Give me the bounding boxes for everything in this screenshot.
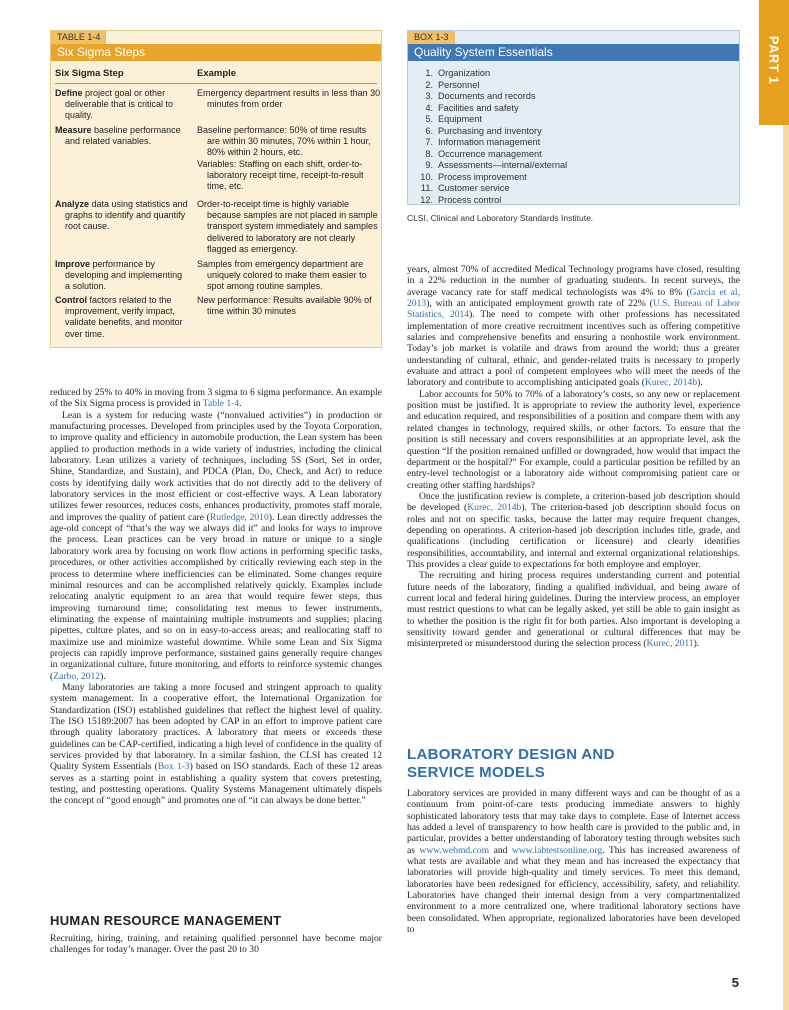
table-example-cell: New performance: Results available 90% of time within 30 minutes: [197, 295, 372, 317]
edge-stripe: [783, 125, 789, 1010]
citation-link[interactable]: Kurec, 2011: [646, 638, 694, 650]
paragraph: Once the justification review is complete, a criterion-based job description should be developed (Kurec, 2014b). The criterion-based job description should focus on roles and not on specific tasks, because the latter may require frequent changes, depending on operations. A criterion-based job description includes title, grade, and qualifications (including certification or licensure) and clearly identifies responsibilities, accountability, and internal and external organizational relationships. This provides a clear guide to expectations for both employee and employer.: [407, 490, 740, 570]
list-item: 9. Assessments—internal/external: [425, 160, 568, 170]
table-step-cell: Measure baseline performance and related variables.: [55, 125, 181, 147]
citation-link[interactable]: U.S. Bureau of Labor Statistics, 2014: [407, 298, 740, 321]
table-example-cell: Emergency department results in less than 30 minutes from order: [197, 88, 381, 110]
table-example-cell: Order-to-receipt time is highly variable because samples are not placed in sample transport system immediately and samples delivered to laboratory are not clearly flagged as emergency.: [197, 199, 378, 254]
page-number: 5: [731, 975, 739, 990]
table-step-cell: Define project goal or other deliverable that is critical to quality.: [55, 88, 174, 121]
list-item: 12. Process control: [420, 194, 502, 205]
table-step-cell: Analyze data using statistics and graphs to identify and quantify root cause.: [55, 199, 188, 232]
paragraph: Lean is a system for reducing waste (“nonvalued activities”) in production or manufacturing processes. Developed from principles used by the Toyota Corporation, to improve quality and efficiency in automobile production, the Lean system has been applied to production methods in a wide variety of industries, including the clinical laboratory. Lean utilizes a variety of techniques, including 5S (Sort, Set in order, Shine, Standardize, and Sustain), and PDCA (Plan, Do, Check, and Act) to reduce costs by identifying daily work activities that do not directly add to the delivery of laboratory services in the most efficient or cost-effective ways. A Lean laboratory utilizes fewer resources, reduces costs, enhances productivity, promotes staff morale, and improves the quality of patient care (Rutledge, 2010). Lean directly addresses the age-old concept of “that’s the way we always did it” and looks for ways to improve the process. Lean practices can be very broad in nature or unique to a single laboratory work area by focusing on work flow actions in performing specific tasks, procedures, or other activities accomplished by critically reviewing each step in the process to determine where inefficiencies can be eliminated. Some changes require minimal resources and can be accomplished relatively quickly. Examples include relocating analytic equipment to an area that would require fewer steps, thus improving turnaround time; consolidating test menus to fewer instruments, eliminating the expense of maintaining multiple instruments and supplies; placing pipettes, culture plates, and so on in easy-to-access areas; and reallocating staff to maximize use and minimize wasteful downtime. While some Lean and Six Sigma projects can rapidly improve performance, sustained gains generally require changes in organizational culture, future monitoring, and efforts to reinforce systemic changes (Zarbo, 2012).: [50, 409, 383, 682]
paragraph: Many laboratories are taking a more focused and stringent approach to quality system management. In a cooperative effort, the International Organization for Standardization (ISO) established guidelines that reflect the highest level of quality. The ISO 15189:2007 has been adopted by CAP in an effort to improve patient care through quality laboratory practices. A laboratory that meets or exceeds these guidelines can be CAP-certified, indicating a high level of confidence in the quality of services provided by that laboratory. In a similar fashion, the CLSI has created 12 Quality System Essentials (Box 1-3) based on ISO standards. Each of these 12 areas serves as a starting point in establishing a quality system that covers pretesting, testing, and posttesting operations. Quality Systems Management ultimately dispels the concept of “good enough” and promotes one of “it can always be done better.”: [50, 681, 382, 807]
list-item: 4. Facilities and safety: [425, 102, 519, 113]
paragraph: reduced by 25% to 40% in moving from 3 sigma to 6 sigma performance. An example of the Six Sigma process is provided in Table 1-4.: [50, 387, 382, 410]
list-item: 11. Customer service: [420, 183, 510, 193]
section-heading-hr: HUMAN RESOURCE MANAGEMENT: [50, 913, 282, 928]
list-item: 1. Organization: [425, 68, 491, 78]
table-ref-link[interactable]: Table 1-4: [202, 398, 240, 410]
table-step-cell: Improve performance by developing and implementing a solution.: [55, 259, 183, 292]
right-column-text: [407, 264, 740, 650]
list-item: 7. Information management: [425, 137, 541, 147]
box-list: [418, 68, 567, 206]
table-example-cell: Samples from emergency department are uniquely colored to make them easier to spot among routine samples.: [197, 259, 367, 292]
list-item: 3. Documents and records: [425, 91, 536, 101]
table-col-step: Six Sigma Step: [55, 68, 124, 79]
citation-link[interactable]: Kurec, 2014b: [644, 377, 698, 389]
box-ref-link[interactable]: Box 1-3: [157, 761, 190, 773]
section-heading-lab-design: LABORATORY DESIGN AND SERVICE MODELS: [407, 746, 615, 781]
web-link[interactable]: www.labtestsonline.org: [511, 844, 603, 856]
quality-essentials-box: [407, 30, 740, 205]
right-column-text-2: [407, 788, 740, 935]
citation-link[interactable]: Garcia et al, 2013: [407, 286, 740, 310]
list-item: 10. Process improvement: [420, 171, 527, 182]
box-title: Quality System Essentials: [408, 44, 739, 61]
list-item: 2. Personnel: [425, 79, 480, 90]
table-tag: TABLE 1-4: [51, 31, 106, 44]
paragraph: years, almost 70% of accredited Medical Technology programs have closed, resulting in a 22% reduction in the number of graduating students. In recent surveys, the average vacancy rate for staff medical technologists was 4% to 8% (Garcia et al, 2013), with an anticipated employment growth rate of 22% (U.S. Bureau of Labor Statistics, 2014). The need to compete with other professions has necessitated implementation of more creative recruitment incentives such as offering competitive salaries and comprehensive benefits and ensuring a nonhostile work environment. Today’s job market is volatile and draws from around the world; thus a greater understanding of cultural, ethnic, and gender-related traits is necessary to properly evaluate and attract a pool of competent employees who will meet the needs of the laboratory and contribute to accomplishing anticipated goals (Kurec, 2014b).: [407, 264, 740, 389]
paragraph: Labor accounts for 50% to 70% of a laboratory’s costs, so any new or replacement position must be justified. It is appropriate to review the authority level, experience and education required, and responsibilities of a position and compare them with any related changes in technology, required skills, or other factors. To ensure that the position is still necessary and covers responsibilities at an appropriate level, ask the question “If the position remained unfilled or downgraded, how would that impact the department or the hospital?” For example, could a particular position be refilled by an entry-level technologist or a laboratory aide without compromising patient care or creating other staffing hardships?: [407, 388, 740, 491]
list-item: 8. Occurrence management: [425, 148, 542, 159]
box-footnote: CLSI, Clinical and Laboratory Standards Institute.: [407, 213, 594, 223]
table-head-rule: [55, 83, 377, 84]
citation-link[interactable]: Rutledge, 2010: [209, 511, 269, 523]
paragraph: Laboratory services are provided in many different ways and can be thought of as a continuum from point-of-care tests producing immediate answers to highly sophisticated laboratory tests that may take days to complete. Ease of Internet access has added a level of transparency to how health care is provided to the public and, in particular, provides a better understanding of laboratory testing through websites such as www.webmd.com and www.labtestsonline.org. This has increased awareness of what tests are available and what they mean and has increased the expectancy that laboratories will provide high-quality and timely services. To meet this demand, laboratories have been redesigned for efficiency, accessibility, safety, and reliability. Laboratories have changed their internal design from a very compartmentalized environment to a more centralized one, where traditional laboratory sections have been consolidated. When appropriate, regionalized laboratories have been developed to: [407, 788, 740, 936]
citation-link[interactable]: Zarbo, 2012: [53, 670, 101, 682]
list-item: 6. Purchasing and inventory: [425, 125, 542, 136]
table-step-cell: Control factors related to the improvement, verify impact, validate benefits, and monitor over time.: [55, 295, 183, 339]
box-tag: BOX 1-3: [408, 31, 455, 44]
list-item: 5. Equipment: [425, 114, 482, 124]
table-col-example: Example: [197, 68, 237, 79]
web-link[interactable]: www.webmd.com: [419, 844, 490, 856]
left-column-text: [50, 387, 382, 807]
table-title: Six Sigma Steps: [51, 44, 381, 61]
paragraph: Recruiting, hiring, training, and retaining qualified personnel have become major challenges for today’s manager. Over the past 20 to 30: [50, 933, 382, 956]
six-sigma-table: [50, 30, 382, 348]
part-tab: [759, 0, 789, 125]
table-example-cell: Baseline performance: 50% of time results are within 30 minutes, 70% within 1 hour, 80% within 2 hours, etc. Variables: Staffing on each shift, order-to-laboratory receipt time, receipt-to-result time, etc.: [197, 125, 371, 192]
paragraph: The recruiting and hiring process requires understanding current and potential future needs of the laboratory, finding a qualified individual, and being aware of current local and federal hiring guidelines. During the interview process, an employer must restrict questions to what can be legally asked, yet still be able to gain insight as to whether the position is the right fit for both parties. Also important is developing a sensitivity toward gender and generational or cultural differences that may be misinterpreted or misunderstood during the selection process (Kurec, 2011).: [407, 570, 740, 650]
left-column-text-2: [50, 933, 382, 956]
citation-link[interactable]: Kurec, 2014b: [467, 502, 522, 514]
part-tab-label: PART 1: [766, 35, 782, 85]
